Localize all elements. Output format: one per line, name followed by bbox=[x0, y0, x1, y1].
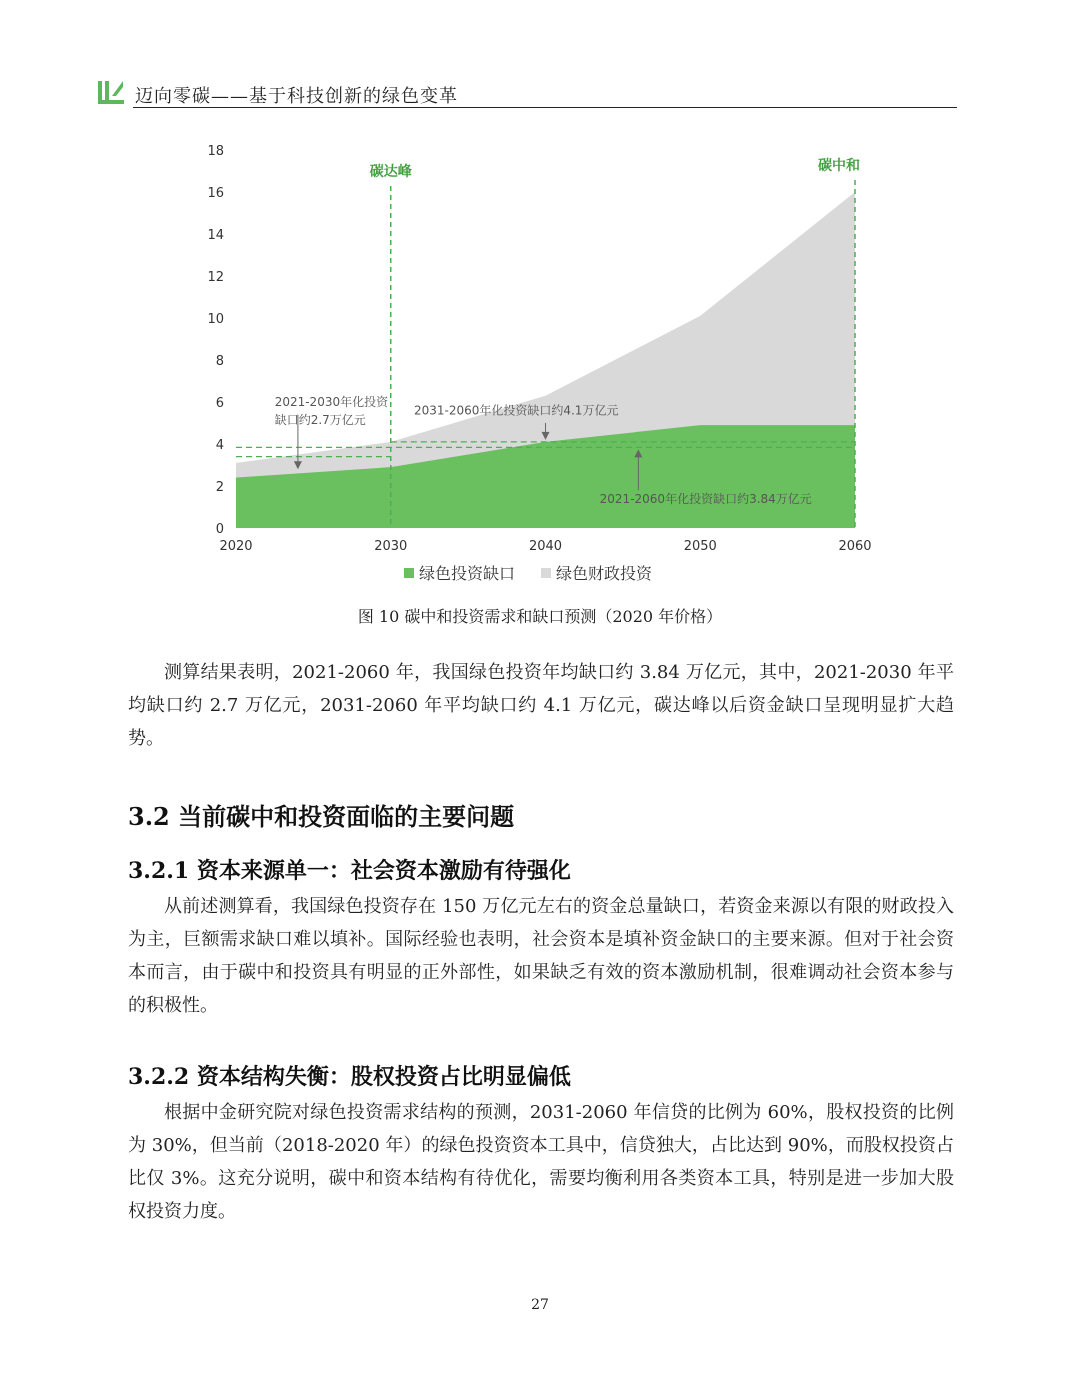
y-tick-label: 10 bbox=[207, 312, 224, 327]
report-logo-icon bbox=[97, 78, 125, 106]
y-tick-label: 0 bbox=[215, 522, 224, 537]
y-tick-label: 12 bbox=[207, 270, 224, 285]
header-title: 迈向零碳——基于科技创新的绿色变革 bbox=[135, 86, 458, 107]
x-tick-label: 2020 bbox=[219, 539, 253, 554]
legend-item-gap bbox=[404, 561, 515, 584]
section-3-2-1-body: 从前述测算看，我国绿色投资存在 150 万亿元左右的资金总量缺口，若资金来源以有限的财政投入为主，巨额需求缺口难以填补。国际经验也表明，社会资本是填补资金缺口的主要来源。但对于社会资本而言，由于碳中和投资具有明显的正外部性，如果缺乏有效的资本激励机制，很难调动社会资本参与的积极性。 bbox=[128, 896, 954, 1016]
y-tick-label: 16 bbox=[207, 186, 224, 201]
milestone-label: 碳达峰 bbox=[369, 164, 412, 180]
section-3-2-1-title: 3.2.1 资本来源单一：社会资本激励有待强化 bbox=[128, 858, 571, 884]
section-3-2-2-body: 根据中金研究院对绿色投资需求结构的预测，2031-2060 年信贷的比例为 60%，股权投资的比例为 30%，但当前（2018-2020 年）的绿色投资资本工具中，信贷独大，占比达到 90%，而股权投资占比仅 3%。这充分说明，碳中和资本结构有待优化，需要均衡利用各类资本工具，特别是进一步加大股权投资力度。 bbox=[128, 1102, 954, 1222]
y-tick-label: 6 bbox=[215, 396, 224, 411]
header-rule bbox=[133, 107, 957, 108]
annotation-text: 2031-2060年化投资缺口约4.1万亿元 bbox=[413, 403, 619, 418]
legend-swatch-gap bbox=[404, 568, 414, 578]
x-tick-label: 2060 bbox=[838, 539, 872, 554]
x-tick-label: 2030 bbox=[374, 539, 408, 554]
annotation-text: 2021-2030年化投资 bbox=[274, 395, 389, 410]
investment-gap-chart bbox=[190, 138, 890, 558]
legend-label-gap: 绿色投资缺口 bbox=[419, 564, 516, 583]
y-tick-label: 4 bbox=[215, 438, 224, 453]
y-tick-label: 8 bbox=[215, 354, 224, 369]
legend-item-fiscal bbox=[541, 561, 652, 584]
paragraph-results: 测算结果表明，2021-2060 年，我国绿色投资年均缺口约 3.84 万亿元，其中，2021-2030 年平均缺口约 2.7 万亿元，2031-2060 年平均缺口约 4.1 万亿元，碳达峰以后资金缺口呈现明显扩大趋势。 bbox=[128, 662, 954, 749]
chart-legend bbox=[404, 561, 652, 584]
annotation-text: 缺口约2.7万亿元 bbox=[274, 413, 366, 428]
figure-caption: 图 10 碳中和投资需求和缺口预测（2020 年价格） bbox=[357, 607, 723, 626]
section-3-2-2-title: 3.2.2 资本结构失衡：股权投资占比明显偏低 bbox=[128, 1064, 571, 1090]
legend-swatch-fiscal bbox=[541, 568, 551, 578]
y-tick-label: 18 bbox=[207, 144, 224, 159]
page-number: 27 bbox=[531, 1297, 549, 1313]
y-tick-label: 14 bbox=[207, 228, 224, 243]
section-3-2-title: 3.2 当前碳中和投资面临的主要问题 bbox=[128, 802, 515, 831]
legend-label-fiscal: 绿色财政投资 bbox=[556, 564, 653, 583]
y-tick-label: 2 bbox=[215, 480, 224, 495]
x-tick-label: 2050 bbox=[683, 539, 717, 554]
milestone-label: 碳中和 bbox=[818, 158, 860, 174]
annotation-text: 2021-2060年化投资缺口约3.84万亿元 bbox=[599, 491, 812, 506]
x-tick-label: 2040 bbox=[528, 539, 563, 554]
page-header bbox=[97, 76, 957, 110]
